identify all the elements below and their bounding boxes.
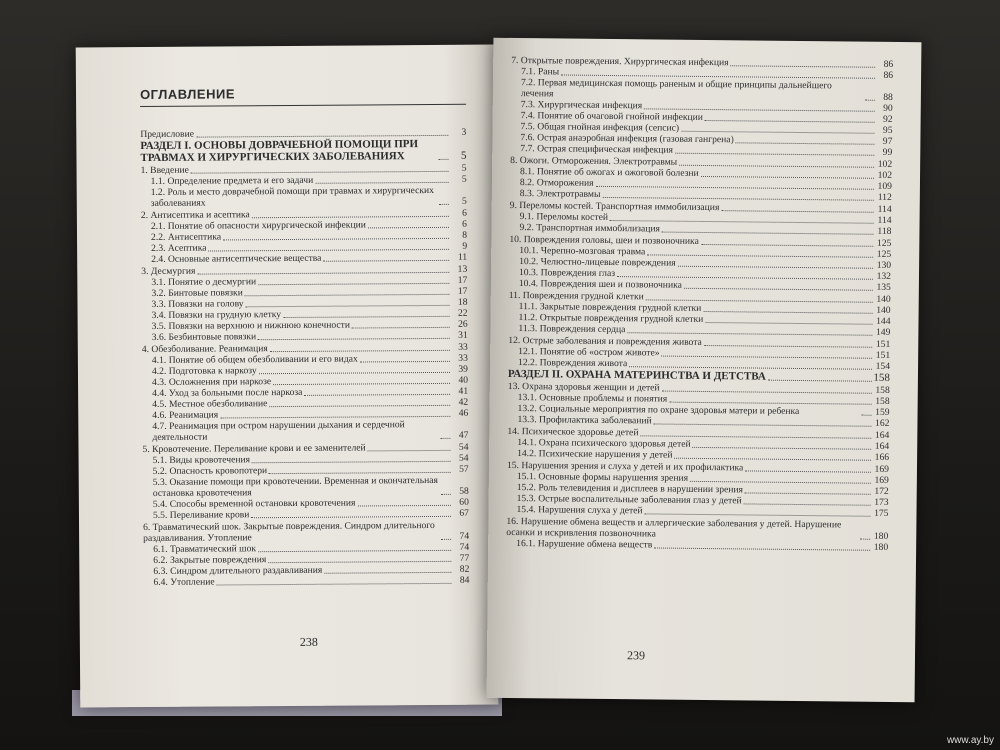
left-page: [76, 45, 499, 708]
toc-entry-page: 41: [458, 385, 469, 397]
toc-entry-page: 88: [883, 91, 893, 103]
toc-leader-dots: [217, 583, 452, 586]
toc-entry-title: РАЗДЕЛ I. ОСНОВЫ ДОВРАЧЕБНОЙ ПОМОЩИ ПРИ ТРАВМАХ И ХИРУРГИЧЕСКИХ ЗАБОЛЕВАНИЯХ: [140, 138, 419, 165]
toc-leader-dots: [270, 350, 450, 352]
toc-entry-title: 7.3. Хирургическая инфекция: [520, 99, 643, 112]
toc-leader-dots: [273, 383, 450, 385]
toc-entry-title: 4.3. Осложнения при наркозе: [152, 376, 272, 388]
toc-entry-title: 5. Кровотечение. Переливание крови и ее заменителей: [142, 442, 366, 456]
toc-entry-title: 8. Ожоги. Отморожения. Электротравмы: [510, 154, 678, 168]
toc-leader-dots: [860, 539, 870, 540]
toc-entry-title: 7.5. Общая гнойная инфекция (сепсис): [520, 121, 680, 134]
toc-leader-dots: [269, 472, 451, 474]
toc-entry: [143, 475, 469, 499]
toc-entry-page: 164: [874, 440, 890, 452]
toc-entry-page: 58: [459, 485, 469, 497]
toc-entry-title: 4.6. Реанимация: [152, 409, 219, 421]
toc-entry-page: 5: [461, 195, 467, 207]
toc-entry-page: 125: [876, 248, 892, 260]
toc-entry: [143, 508, 469, 521]
toc-entry-page: 90: [883, 102, 893, 114]
toc-entry-page: 33: [458, 352, 468, 364]
toc-entry-title: 9.1. Переломы костей: [519, 211, 609, 223]
toc-leader-dots: [251, 516, 451, 518]
toc-entry-page: 99: [882, 146, 893, 158]
toc-entry-title: 14. Психическое здоровье детей: [507, 425, 639, 439]
toc-entry-title: 3.5. Повязки на верхнюю и нижнюю конечности: [151, 319, 350, 332]
toc-entry-title: 3.4. Повязки на грудную клетку: [151, 309, 282, 321]
toc-entry-title: 2.2. Антисептика: [150, 231, 222, 243]
toc-entry-page: 67: [459, 507, 470, 519]
toc-entry-title: 3.2. Бинтовые повязки: [151, 287, 243, 299]
toc-leader-dots: [220, 416, 450, 419]
toc-entry-title: 13. Охрана здоровья женщин и детей: [507, 380, 660, 394]
toc-entry-page: 40: [458, 374, 469, 386]
toc-entry-page: 6: [462, 218, 467, 230]
toc-entry-page: 180: [873, 541, 889, 553]
toc-leader-dots: [439, 204, 449, 205]
toc-entry-title: 10.2. Челюстно-лицевые повреждения: [519, 256, 676, 269]
toc-entry-title: 5.3. Оказание помощи при кровотечении. Временная и окончательная остановка кровотечения: [152, 474, 438, 499]
toc-entry-title: 9.2. Транспортная иммобилизация: [519, 222, 661, 235]
toc-leader-dots: [440, 438, 450, 439]
toc-entry-title: 15.1. Основные формы нарушения зрения: [516, 471, 689, 484]
toc-entry-page: 159: [875, 406, 890, 418]
toc-entry-page: 158: [873, 371, 890, 384]
toc-entry-page: 175: [874, 507, 889, 519]
toc-entry-title: 12.2. Повреждения живота: [518, 357, 628, 370]
toc-entry-page: 26: [458, 318, 468, 330]
toc-entry-page: 144: [876, 315, 891, 327]
toc-leader-dots: [258, 283, 449, 285]
toc-leader-dots: [223, 238, 449, 241]
toc-entry-title: 4.7. Реанимация при остром нарушении дыхания и сердечной деятельности: [152, 419, 405, 443]
toc-entry-title: 10.3. Повреждения глаз: [518, 267, 616, 280]
toc-entry-title: 13.3. Профилактика заболеваний: [517, 414, 652, 427]
toc-entry-title: Предисловие: [140, 128, 194, 141]
toc-entry-page: 97: [882, 135, 893, 147]
toc-entry-title: 6. Травматический шок. Закрытые повреждения. Синдром длительного раздавливания. Утопление: [143, 519, 435, 545]
toc-entry-page: 132: [876, 270, 892, 282]
toc-entry-page: 149: [875, 326, 891, 338]
toc-entry-page: 118: [877, 225, 892, 237]
toc-entry-title: 10. Повреждения головы, шеи и позвоночника: [509, 233, 699, 247]
toc-entry-title: 11.1. Закрытые повреждения грудной клетки: [518, 301, 702, 314]
toc-leader-dots: [602, 197, 873, 201]
toc-entry-title: 11.2. Открытые повреждения грудной клетки: [518, 312, 704, 325]
toc-entry-page: 95: [882, 124, 893, 136]
toc-entry: [140, 138, 466, 164]
toc-entry-title: 16. Нарушение обмена веществ и аллергические заболевания у детей. Нарушение осанки и искривления позвоночника: [506, 515, 842, 540]
toc-entry-title: 8.3. Электротравмы: [519, 188, 601, 200]
toc-leader-dots: [360, 361, 450, 363]
toc-entry-page: 112: [877, 191, 892, 203]
toc-entry-page: 74: [459, 541, 470, 553]
toc-entry-title: 7.4. Понятие об очаговой гнойной инфекции: [520, 110, 704, 123]
toc-entry-page: 158: [875, 384, 890, 396]
toc-leader-dots: [662, 232, 874, 235]
toc-entry-title: 5.1. Виды кровотечения: [152, 454, 251, 466]
toc-entry-page: 140: [876, 293, 891, 305]
toc-entry-title: 13.2. Социальные мероприятия по охране здоровья матери и ребенка: [517, 403, 800, 418]
toc-entry-page: 8: [462, 229, 468, 241]
toc-entry-page: 114: [877, 214, 892, 226]
toc-entry: [141, 185, 467, 209]
toc-entry-title: 2.1. Понятие об опасности хирургической инфекции: [150, 219, 366, 232]
toc-leader-dots: [645, 513, 871, 516]
toc-entry-title: 15.3. Острые воспалительные заболевания глаз у детей: [516, 493, 742, 507]
toc-entry-page: 17: [457, 274, 468, 286]
toc-entry-page: 74: [459, 530, 470, 542]
toc-entry-page: 5: [460, 149, 467, 162]
toc-leader-dots: [865, 100, 875, 101]
toc-entry-page: 86: [883, 69, 894, 81]
toc-leader-dots: [627, 332, 872, 336]
toc-leader-dots: [315, 182, 448, 184]
toc-entry-title: 7.7. Острая специфическая инфекция: [520, 143, 674, 156]
toc-list-right: [506, 55, 893, 553]
toc-entry-page: 9: [462, 240, 468, 252]
toc-leader-dots: [323, 260, 449, 262]
page-number-left: 238: [299, 634, 318, 649]
toc-leader-dots: [441, 539, 451, 540]
toc-entry-page: 33: [458, 341, 468, 353]
toc-entry-page: 130: [876, 259, 892, 271]
toc-leader-dots: [324, 572, 451, 574]
toc-entry-title: 13.1. Основные проблемы и понятия: [517, 392, 668, 405]
toc-leader-dots: [675, 153, 874, 156]
toc-entry: [141, 252, 467, 265]
toc-entry-title: 6.4. Утопление: [153, 576, 215, 588]
toc-entry-page: 151: [875, 338, 891, 350]
toc-leader-dots: [654, 423, 872, 426]
toc-entry-title: 4.2. Подготовка к наркозу: [151, 365, 257, 377]
toc-leader-dots: [745, 492, 871, 494]
toc-entry-page: 154: [875, 360, 891, 372]
toc-entry: [143, 575, 469, 588]
toc-entry-title: 3.3. Повязки на голову: [151, 298, 244, 310]
toc-leader-dots: [736, 142, 875, 144]
toc-entry-title: 5.5. Переливание крови: [152, 509, 250, 521]
toc-leader-dots: [258, 338, 450, 340]
toc-entry-title: 7.6. Острая анаэробная инфекция (газовая гангрена): [520, 132, 734, 146]
toc-entry-title: 2.4. Основные антисептические вещества: [151, 252, 322, 265]
toc-leader-dots: [745, 470, 871, 472]
toc-entry-title: 2.3. Асептика: [151, 242, 207, 254]
toc-entry-page: 114: [877, 203, 892, 215]
toc-entry-page: 17: [457, 285, 468, 297]
toc-leader-dots: [674, 458, 871, 461]
toc-entry-page: 180: [873, 530, 889, 542]
toc-leader-dots: [744, 503, 871, 505]
page-number-right: 239: [626, 648, 646, 663]
toc-leader-dots: [768, 380, 872, 382]
toc-leader-dots: [352, 327, 450, 329]
toc-entry: [142, 330, 468, 343]
toc-entry-title: 1. Введение: [140, 164, 189, 177]
toc-leader-dots: [368, 450, 451, 452]
toc-entry-title: 5.2. Опасность кровопотери: [152, 465, 268, 477]
toc-entry-title: 8.2. Отморожения: [519, 177, 594, 189]
toc-entry-title: 10.4. Повреждения шеи и позвоночника: [518, 278, 682, 291]
toc-entry-page: 6: [462, 207, 467, 219]
toc-entry-title: 4.4. Уход за больными после наркоза: [152, 386, 303, 399]
toc-entry-page: 3: [461, 126, 467, 138]
toc-entry-title: 1.1. Определение предмета и его задачи: [150, 174, 314, 187]
toc-entry-title: 2. Антисептика и асептика: [140, 209, 250, 222]
toc-entry-page: 169: [874, 463, 890, 475]
toc-entry-page: 172: [874, 485, 889, 497]
toc-entry-page: 162: [875, 417, 890, 429]
toc-entry-page: 46: [458, 407, 469, 419]
toc-leader-dots: [684, 288, 873, 291]
toc-entry-title: 15.2. Роль телевидения и дисплеев в нарушении зрения: [516, 482, 744, 496]
toc-entry-page: 57: [459, 463, 469, 475]
watermark: www.ay.by: [946, 735, 994, 746]
toc-entry-page: 11: [457, 251, 468, 263]
toc-entry-page: 77: [459, 552, 470, 564]
toc-leader-dots: [304, 394, 450, 396]
toc-entry-title: 7.1. Раны: [521, 66, 560, 78]
toc-entry-page: 102: [877, 158, 893, 170]
toc-entry-title: 12. Острые заболевания и повреждения живота: [508, 334, 702, 348]
toc-entry-page: 54: [458, 441, 469, 453]
toc-leader-dots: [731, 65, 876, 68]
toc-leader-dots: [283, 316, 449, 318]
toc-entry-title: 3.6. Безбинтовые повязки: [151, 331, 257, 343]
toc-entry-page: 151: [875, 349, 891, 361]
toc-leader-dots: [721, 210, 873, 213]
toc-heading: ОГЛАВЛЕНИЕ: [140, 85, 466, 107]
toc-entry-page: 42: [458, 396, 469, 408]
toc-entry-page: 60: [459, 496, 469, 508]
toc-entry-title: 1.2. Роль и место доврачебной помощи при травмах и хирургических заболеваниях: [150, 184, 434, 209]
toc-entry-page: 140: [876, 304, 891, 316]
toc-entry-page: 109: [877, 180, 892, 192]
toc-entry-page: 5: [461, 162, 467, 174]
toc-entry-title: 7.2. Первая медицинская помощь раненым и общие принципы дальнейшего лечения: [520, 77, 832, 100]
toc-entry-page: 54: [458, 452, 469, 464]
toc-entry-page: 18: [457, 296, 468, 308]
toc-entry-page: 84: [459, 574, 470, 586]
toc-entry-page: 22: [457, 307, 468, 319]
toc-entry-page: 102: [877, 169, 893, 181]
toc-leader-dots: [246, 305, 450, 307]
toc-leader-dots: [438, 159, 448, 160]
right-page: [487, 38, 922, 702]
toc-entry-title: 3.1. Понятие о десмургии: [151, 276, 257, 288]
toc-entry-title: 4.5. Местное обезболивание: [152, 398, 268, 410]
toc-entry-page: 39: [458, 363, 468, 375]
toc-entry-page: 158: [875, 395, 890, 407]
toc-entry: [142, 419, 468, 443]
toc-leader-dots: [368, 227, 449, 229]
toc-entry-title: 6.2. Закрытые повреждения: [153, 554, 267, 566]
toc-leader-dots: [269, 405, 450, 407]
toc-entry-title: 15.4. Нарушения слуха у детей: [516, 504, 643, 517]
toc-leader-dots: [357, 505, 450, 507]
toc-entry-title: 12.1. Понятие об «остром животе»: [518, 346, 660, 359]
toc-leader-dots: [654, 547, 870, 550]
toc-entry-title: 3. Десмургия: [141, 265, 196, 278]
toc-entry-title: 7. Открытые повреждения. Хирургическая инфекция: [511, 54, 729, 69]
toc-leader-dots: [862, 415, 872, 416]
toc-entry-title: 11.3. Повреждения сердца: [518, 323, 626, 336]
toc-entry-page: 169: [874, 474, 889, 486]
toc-entry-title: 6.1. Травматический шок: [153, 543, 257, 555]
toc-leader-dots: [258, 550, 451, 552]
toc-entry-title: 16.1. Нарушение обмена веществ: [516, 538, 653, 551]
toc-entry-title: 8.1. Понятие об ожогах и ожоговой болезни: [520, 166, 699, 179]
toc-entry-page: 47: [458, 429, 469, 441]
toc-entry-page: 5: [461, 173, 467, 185]
toc-entry-page: 166: [874, 451, 890, 463]
toc-entry-page: 31: [458, 329, 468, 341]
toc-leader-dots: [252, 216, 449, 218]
toc-entry-page: 135: [876, 281, 891, 293]
toc-entry-page: 164: [874, 429, 890, 441]
toc-entry-page: 125: [876, 237, 892, 249]
toc-entry-title: 14.1. Охрана психического здоровья детей: [517, 437, 691, 450]
toc-entry-title: 5.4. Способы временной остановки кровотечения: [152, 497, 356, 510]
toc-leader-dots: [268, 561, 451, 563]
toc-leader-dots: [441, 494, 451, 495]
toc-leader-dots: [252, 461, 451, 463]
toc-entry-page: 86: [883, 58, 894, 70]
toc-entry-title: 4.1. Понятие об общем обезболивании и его видах: [151, 353, 358, 366]
toc-entry: [143, 520, 469, 544]
toc-entry-title: 14.2. Психические нарушения у детей: [517, 448, 673, 461]
toc-entry-title: 10.1. Черепно-мозговая травма: [519, 245, 646, 258]
toc-entry-title: 6.3. Синдром длительного раздавливания: [153, 564, 323, 577]
toc-leader-dots: [259, 372, 450, 374]
toc-entry-title: 9. Переломы костей. Транспортная иммобилизация: [509, 199, 720, 214]
toc-entry-title: 11. Повреждения грудной клетки: [508, 289, 644, 303]
toc-entry-page: 13: [457, 263, 468, 275]
toc-entry-page: 82: [459, 563, 470, 575]
toc-list-left: [140, 127, 469, 588]
toc-entry-page: 92: [882, 113, 893, 125]
toc-entry-title: 4. Обезболивание. Реанимация: [141, 343, 268, 356]
toc-entry-title: 15. Нарушения зрения и слуха у детей и их профилактика: [506, 459, 744, 474]
toc-entry-page: 173: [874, 496, 889, 508]
toc-entry-title: РАЗДЕЛ II. ОХРАНА МАТЕРИНСТВА И ДЕТСТВА: [507, 367, 766, 383]
toc-leader-dots: [245, 294, 450, 296]
